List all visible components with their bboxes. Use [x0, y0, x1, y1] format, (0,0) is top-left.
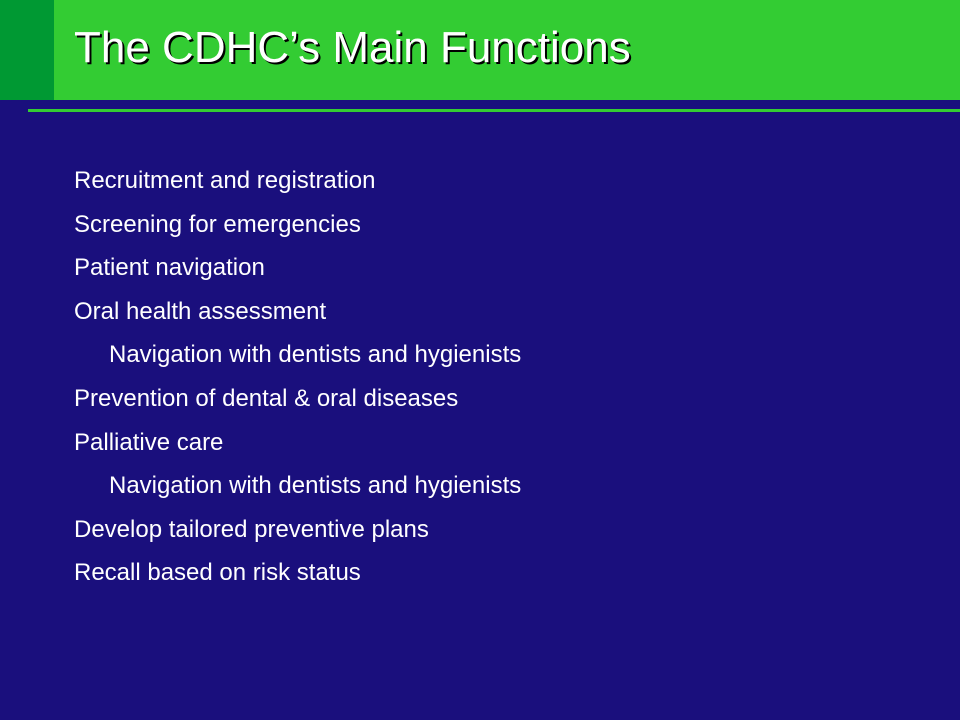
slide-title: The CDHC’s Main Functions	[74, 23, 631, 72]
sub-bullet-item: Navigation with dentists and hygienists	[109, 341, 522, 369]
bullet-item: Develop tailored preventive plans	[74, 515, 429, 543]
bullet-item: Screening for emergencies	[74, 210, 361, 238]
bullet-item: Recruitment and registration	[74, 167, 376, 194]
bullet-item: Recall based on risk status	[74, 559, 361, 587]
bullet-item: Oral health assessment	[74, 297, 327, 325]
title-banner	[0, 0, 960, 100]
bullet-list	[74, 162, 521, 598]
bullet-item: Patient navigation	[74, 254, 265, 282]
bullet-item: Prevention of dental & oral diseases	[74, 384, 459, 412]
title-divider	[28, 109, 960, 112]
bullet-item: Palliative care	[74, 428, 224, 456]
title-banner-accent	[0, 0, 54, 100]
sub-bullet-item: Navigation with dentists and hygienists	[109, 472, 522, 500]
